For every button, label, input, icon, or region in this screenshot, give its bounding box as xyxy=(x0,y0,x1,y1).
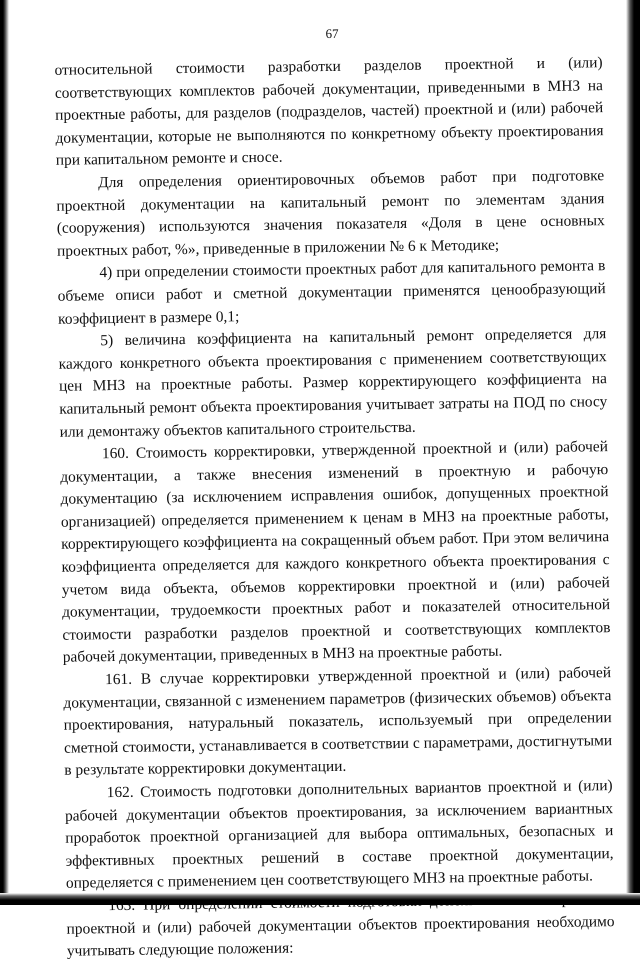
paragraph-162: 162. Стоимость подготовки дополнительных вариантов проектной и (или) рабочей документации объектов проектирования, за исключением вариантных проработок проектной организацией для выбора оптимальных, безопасных и эффективных проектных решений в составе проектной документации, определяется с применением цен соответствующего МНЗ на проектные работы. xyxy=(64,777,614,893)
paragraph-item-5: 5) величина коэффициента на капитальный ремонт определяется для каждого конкретного объекта проектирования с применением соответствующих цен МНЗ на проектные работы. Размер корректирующего коэффициента на капитальный ремонт объекта проектирования учитывает затраты на ПОД по сносу или демонтажу объектов капитального строительства. xyxy=(58,325,608,441)
paragraph-160: 160. Стоимость корректировки, утвержденной проектной и (или) рабочей документации, а также внесения изменений в проектную и рабочую документацию (за исключением исправления ошибок, допущенных проектной организацией) определяется применением к ценам в МНЗ на проектные работы, корректирующего коэффициента на сокращенный объем работ. При этом величина коэффициента определяется для каждого конкретного объекта проектирования с учетом вида объекта, объемов корректировки проектной и (или) рабочей документации, трудоемкости проектных работ и показателей относительной стоимости разработки разделов проектной и соответствующих комплектов рабочей документации, приведенных в МНЗ на проектные работы. xyxy=(60,438,611,667)
paragraph-item-4: 4) при определении стоимости проектных работ для капитального ремонта в объеме описи работ и сметной документации применятся ценообразующий коэффициент в размере 0,1; xyxy=(57,257,606,328)
page-number: 67 xyxy=(325,25,339,42)
scan-edge-bottom xyxy=(0,893,640,905)
paragraph-161: 161. В случае корректировки утвержденной проектной и (или) рабочей документации, связанной с изменением параметров (физических объемов) объекта проектирования, натуральный показатель, используемый при определении сметной стоимости, устанавливается в соответствии с параметрами, достигнутыми в результате корректировки документации. xyxy=(63,664,613,780)
document-page xyxy=(54,22,615,963)
scan-edge-right xyxy=(626,0,640,905)
scan-edge-left xyxy=(0,0,9,905)
paragraph-continuation: относительной стоимости разработки разделов проектной и (или) соответствующих комплектов рабочей документации, приведенными в МНЗ на проектные работы, для разделов (подразделов, частей) проектной и (или) рабочей документации, которые не выполняются по конкретному объекту проектирования при капитальном ремонте и сносе. xyxy=(54,54,604,170)
paragraph-volume-estimation: Для определения ориентировочных объемов работ при подготовке проектной документации на капитальный ремонт по элементам здания (сооружения) используются значения показателя «Доля в цене основных проектных работ, %», приведенные в приложении № 6 к Методике; xyxy=(56,167,605,260)
paragraph-163: 163. проектной и (или) рабочей документации объектов проектирования необходимо учитывать следующие положения: xyxy=(66,896,615,960)
